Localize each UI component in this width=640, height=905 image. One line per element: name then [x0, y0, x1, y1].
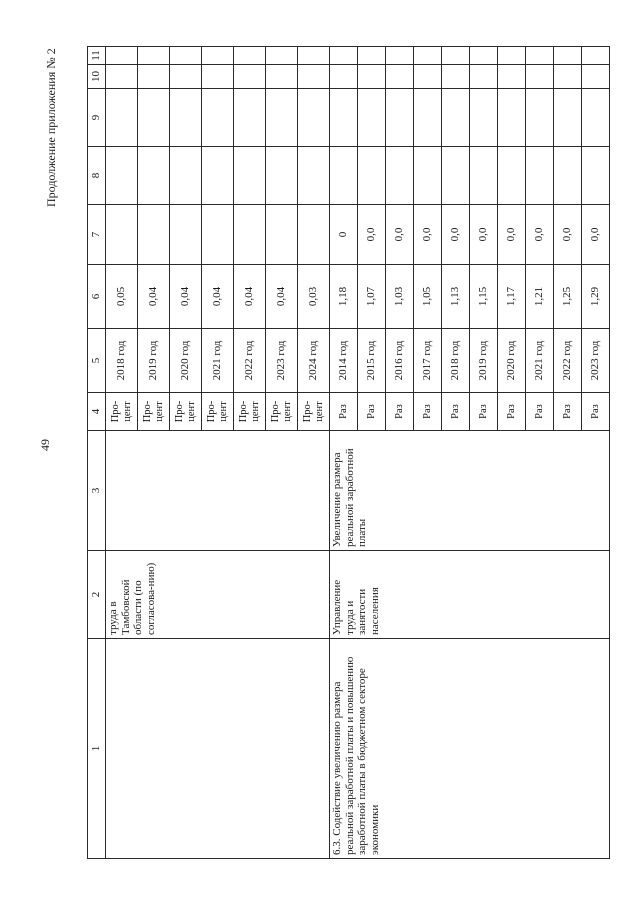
value-cell: 0,05	[106, 265, 138, 329]
empty-cell	[442, 47, 470, 65]
unit-cell: Раз	[358, 393, 386, 431]
column-header: 9	[88, 89, 106, 147]
empty-cell	[554, 147, 582, 205]
empty-cell	[234, 65, 266, 89]
empty-cell	[386, 65, 414, 89]
header-row	[88, 47, 106, 859]
value-cell: 1,15	[470, 265, 498, 329]
year-cell: 2020 год	[170, 329, 202, 393]
empty-cell	[386, 89, 414, 147]
col7-cell: 0,0	[526, 205, 554, 265]
empty-cell	[330, 89, 358, 147]
col7-cell: 0,0	[414, 205, 442, 265]
empty-cell	[554, 65, 582, 89]
col7-cell	[266, 205, 298, 265]
empty-cell	[358, 47, 386, 65]
empty-cell	[526, 147, 554, 205]
objective-cell: 6.3. Содействие увеличению размера реальной заработной платы и повышению заработной платы в бюджетном секторе экономики	[330, 639, 610, 859]
unit-cell: Раз	[554, 393, 582, 431]
unit-cell: Раз	[442, 393, 470, 431]
continuation-title: Продолжение приложения № 2	[44, 48, 58, 207]
empty-cell	[498, 89, 526, 147]
year-cell: 2023 год	[266, 329, 298, 393]
value-cell: 0,04	[138, 265, 170, 329]
year-cell: 2019 год	[138, 329, 170, 393]
unit-cell: Раз	[414, 393, 442, 431]
col7-cell: 0,0	[554, 205, 582, 265]
empty-cell	[106, 89, 138, 147]
unit-cell: Про-цент	[266, 393, 298, 431]
empty-cell	[330, 65, 358, 89]
year-cell: 2018 год	[106, 329, 138, 393]
empty-cell	[138, 89, 170, 147]
column-header: 1	[88, 639, 106, 859]
col7-cell: 0,0	[358, 205, 386, 265]
unit-cell: Про-цент	[234, 393, 266, 431]
empty-cell	[298, 89, 330, 147]
empty-cell	[470, 65, 498, 89]
empty-cell	[266, 47, 298, 65]
empty-cell	[582, 147, 610, 205]
table-body	[106, 47, 610, 859]
year-cell: 2021 год	[202, 329, 234, 393]
empty-cell	[106, 65, 138, 89]
column-header: 11	[88, 47, 106, 65]
empty-cell	[298, 65, 330, 89]
value-cell: 1,07	[358, 265, 386, 329]
unit-cell: Раз	[330, 393, 358, 431]
table-row	[106, 47, 138, 859]
empty-cell	[234, 47, 266, 65]
value-cell: 1,05	[414, 265, 442, 329]
executor-cell: Управление труда и занятости населения	[330, 551, 610, 639]
empty-cell	[138, 65, 170, 89]
empty-cell	[526, 47, 554, 65]
col7-cell	[138, 205, 170, 265]
empty-cell	[170, 47, 202, 65]
table-container	[87, 47, 602, 859]
empty-cell	[202, 47, 234, 65]
value-cell: 1,25	[554, 265, 582, 329]
column-header: 6	[88, 265, 106, 329]
column-header: 10	[88, 65, 106, 89]
col7-cell	[234, 205, 266, 265]
empty-cell	[266, 147, 298, 205]
value-cell: 1,18	[330, 265, 358, 329]
unit-cell: Раз	[386, 393, 414, 431]
empty-cell	[330, 47, 358, 65]
col7-cell	[202, 205, 234, 265]
value-cell: 1,03	[386, 265, 414, 329]
empty-cell	[442, 147, 470, 205]
year-cell: 2023 год	[582, 329, 610, 393]
empty-cell	[442, 65, 470, 89]
value-cell: 1,21	[526, 265, 554, 329]
year-cell: 2016 год	[386, 329, 414, 393]
data-table	[87, 46, 610, 859]
empty-cell	[554, 47, 582, 65]
col7-cell	[106, 205, 138, 265]
empty-cell	[470, 147, 498, 205]
empty-cell	[498, 47, 526, 65]
year-cell: 2017 год	[414, 329, 442, 393]
empty-cell	[170, 147, 202, 205]
value-cell: 0,04	[234, 265, 266, 329]
column-header: 2	[88, 551, 106, 639]
unit-cell: Раз	[498, 393, 526, 431]
empty-cell	[266, 89, 298, 147]
empty-cell	[582, 47, 610, 65]
col7-cell: 0,0	[386, 205, 414, 265]
empty-cell	[414, 147, 442, 205]
unit-cell: Про-цент	[298, 393, 330, 431]
unit-cell: Раз	[470, 393, 498, 431]
value-cell: 1,13	[442, 265, 470, 329]
column-header: 8	[88, 147, 106, 205]
year-cell: 2015 год	[358, 329, 386, 393]
empty-cell	[498, 147, 526, 205]
col7-cell: 0	[330, 205, 358, 265]
column-header: 4	[88, 393, 106, 431]
empty-cell	[170, 65, 202, 89]
unit-cell: Про-цент	[138, 393, 170, 431]
unit-cell: Раз	[526, 393, 554, 431]
value-cell: 0,04	[266, 265, 298, 329]
year-cell: 2019 год	[470, 329, 498, 393]
empty-cell	[386, 147, 414, 205]
page-number: 49	[38, 439, 52, 451]
empty-cell	[358, 65, 386, 89]
value-cell: 1,29	[582, 265, 610, 329]
column-header: 5	[88, 329, 106, 393]
year-cell: 2018 год	[442, 329, 470, 393]
year-cell: 2022 год	[234, 329, 266, 393]
empty-cell	[298, 147, 330, 205]
empty-cell	[554, 89, 582, 147]
empty-cell	[202, 65, 234, 89]
empty-cell	[582, 89, 610, 147]
col7-cell: 0,0	[582, 205, 610, 265]
indicator-cell: Увеличение размера реальной заработной платы	[330, 431, 610, 551]
indicator-cell	[106, 431, 330, 551]
unit-cell: Про-цент	[106, 393, 138, 431]
empty-cell	[498, 65, 526, 89]
column-header: 7	[88, 205, 106, 265]
unit-cell: Раз	[582, 393, 610, 431]
value-cell: 0,03	[298, 265, 330, 329]
year-cell: 2021 год	[526, 329, 554, 393]
empty-cell	[526, 65, 554, 89]
column-header: 3	[88, 431, 106, 551]
unit-cell: Про-цент	[202, 393, 234, 431]
empty-cell	[414, 47, 442, 65]
empty-cell	[266, 65, 298, 89]
col7-cell: 0,0	[498, 205, 526, 265]
empty-cell	[202, 89, 234, 147]
empty-cell	[386, 47, 414, 65]
value-cell: 1,17	[498, 265, 526, 329]
empty-cell	[138, 147, 170, 205]
empty-cell	[358, 89, 386, 147]
empty-cell	[106, 147, 138, 205]
empty-cell	[330, 147, 358, 205]
empty-cell	[138, 47, 170, 65]
year-cell: 2022 год	[554, 329, 582, 393]
empty-cell	[170, 89, 202, 147]
objective-cell	[106, 639, 330, 859]
empty-cell	[202, 147, 234, 205]
col7-cell	[298, 205, 330, 265]
value-cell: 0,04	[202, 265, 234, 329]
table-row	[330, 47, 358, 859]
empty-cell	[298, 47, 330, 65]
empty-cell	[358, 147, 386, 205]
year-cell: 2014 год	[330, 329, 358, 393]
year-cell: 2020 год	[498, 329, 526, 393]
executor-cell: труда в Тамбовской области (по согласова-нию)	[106, 551, 330, 639]
year-cell: 2024 год	[298, 329, 330, 393]
empty-cell	[526, 89, 554, 147]
empty-cell	[414, 65, 442, 89]
empty-cell	[582, 65, 610, 89]
col7-cell: 0,0	[470, 205, 498, 265]
col7-cell	[170, 205, 202, 265]
empty-cell	[234, 89, 266, 147]
value-cell: 0,04	[170, 265, 202, 329]
empty-cell	[470, 47, 498, 65]
col7-cell: 0,0	[442, 205, 470, 265]
empty-cell	[442, 89, 470, 147]
empty-cell	[470, 89, 498, 147]
empty-cell	[414, 89, 442, 147]
empty-cell	[234, 147, 266, 205]
empty-cell	[106, 47, 138, 65]
unit-cell: Про-цент	[170, 393, 202, 431]
